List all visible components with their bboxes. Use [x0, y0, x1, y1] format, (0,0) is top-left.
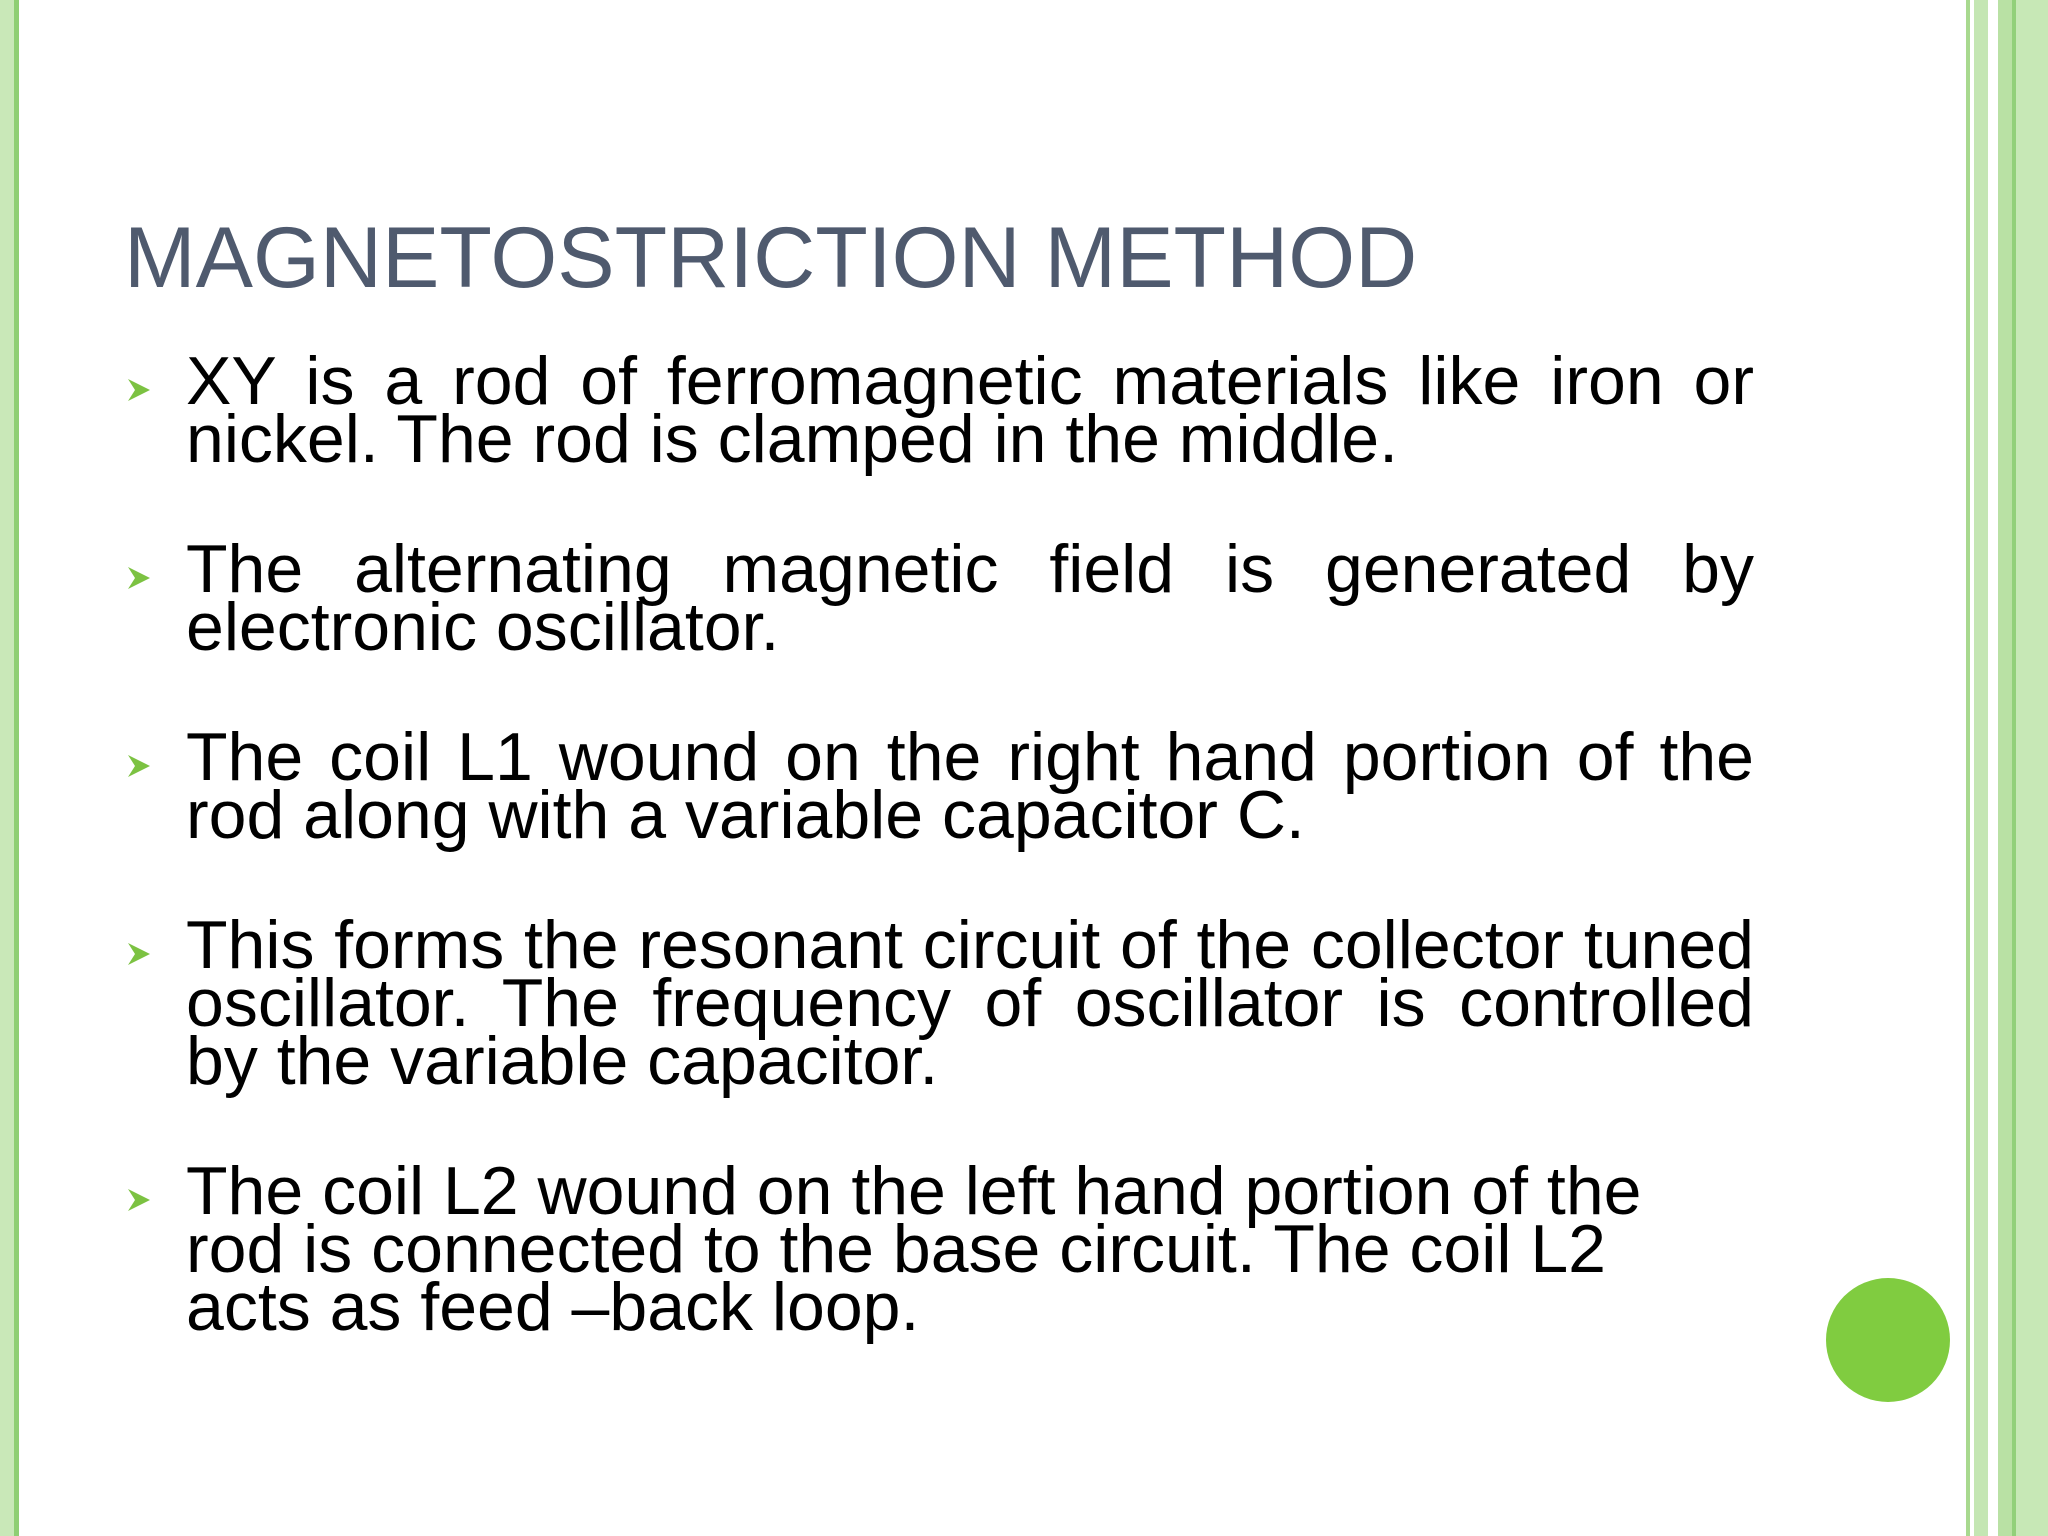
bullet-list: [124, 343, 1754, 1408]
bullet-item: [124, 343, 1754, 477]
slide-title: MAGNETOSTRICTION METHOD: [124, 210, 1418, 306]
bullet-item: [124, 907, 1754, 1099]
green-circle-decoration: [1826, 1278, 1950, 1402]
arrow-bullet-icon: [126, 753, 152, 779]
bullet-text: This forms the resonant circuit of the collector tuned oscillator. The frequency of oscillator is controlled by the variable capacitor.: [186, 907, 1754, 1099]
arrow-bullet-icon: [126, 377, 152, 403]
arrow-bullet-icon: [126, 941, 152, 967]
bullet-item: [124, 1153, 1754, 1345]
left-border-line: [14, 0, 19, 1536]
bullet-item: [124, 719, 1754, 853]
bullet-text: XY is a rod of ferromagnetic materials like iron or nickel. The rod is clamped in the middle.: [186, 343, 1754, 477]
right-border-stripes: [1960, 0, 2048, 1536]
bullet-text: The alternating magnetic field is generated by electronic oscillator.: [186, 531, 1754, 665]
arrow-bullet-icon: [126, 1187, 152, 1213]
left-border-stripe: [0, 0, 14, 1536]
bullet-text: The coil L2 wound on the left hand portion of the rod is connected to the base circuit. The coil L2 acts as feed –back loop.: [186, 1153, 1642, 1345]
bullet-item: [124, 531, 1754, 665]
arrow-bullet-icon: [126, 565, 152, 591]
bullet-text: The coil L1 wound on the right hand portion of the rod along with a variable capacitor C.: [186, 719, 1754, 853]
